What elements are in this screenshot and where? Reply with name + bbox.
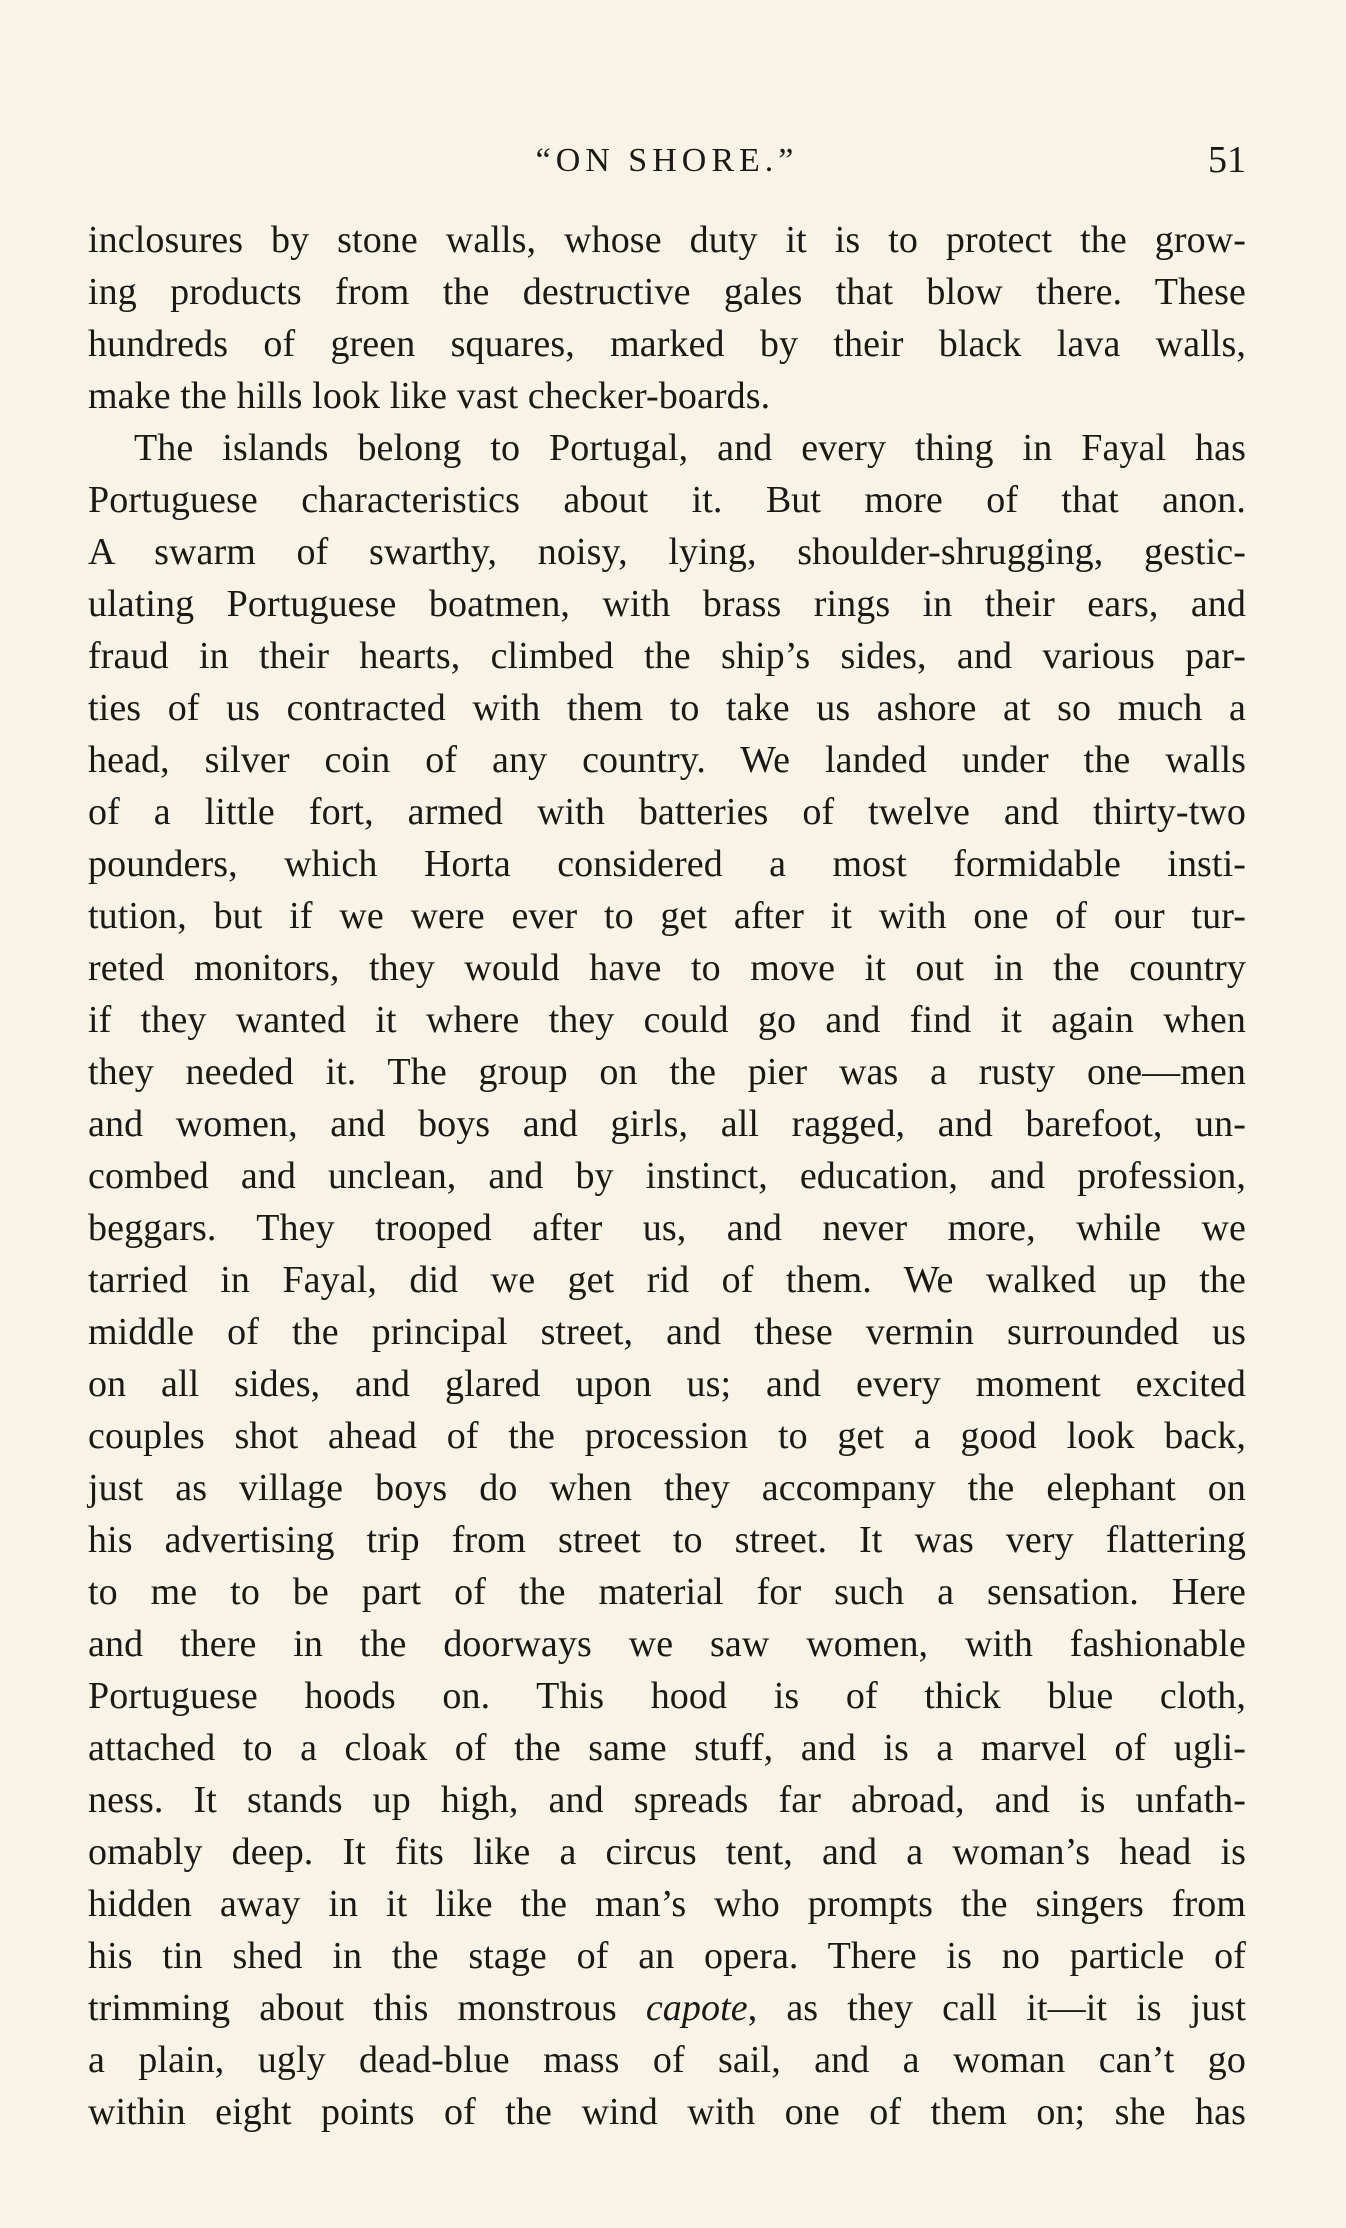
running-head: “ON SHORE.” [535,142,799,179]
text-line: The islands belong to Portugal, and every thing in Fayal has [134,427,1246,469]
text-line: to me to be part of the material for such a sensation. Here [88,1571,1246,1613]
text-line: fraud in their hearts, climbed the ship’s sides, and various par- [88,635,1246,677]
text-line: attached to a cloak of the same stuff, and is a marvel of ugli- [88,1727,1246,1769]
text-line: couples shot ahead of the procession to get a good look back, [88,1415,1246,1457]
page-header [88,128,1246,188]
page-number: 51 [1208,139,1246,181]
text-line: if they wanted it where they could go and find it again when [88,999,1246,1041]
text-line: on all sides, and glared upon us; and every moment excited [88,1363,1246,1405]
paragraph-1 [88,214,1246,422]
text-line: Portuguese characteristics about it. But more of that anon. [88,479,1246,521]
text-line: hidden away in it like the man’s who prompts the singers from [88,1883,1246,1925]
text-line: just as village boys do when they accompany the elephant on [88,1467,1246,1509]
text-line: and there in the doorways we saw women, with fashionable [88,1623,1246,1665]
text-line: his tin shed in the stage of an opera. There is no particle of [88,1935,1246,1977]
text-line: reted monitors, they would have to move it out in the country [88,947,1246,989]
text-line: ing products from the destructive gales that blow there. These [88,271,1246,313]
text-line: Portuguese hoods on. This hood is of thick blue cloth, [88,1675,1246,1717]
text-line: combed and unclean, and by instinct, education, and profession, [88,1155,1246,1197]
text-line: beggars. They trooped after us, and never more, while we [88,1207,1246,1249]
italic-word-capote: capote [645,1987,748,2029]
text-line: tution, but if we were ever to get after it with one of our tur- [88,895,1246,937]
text-line: pounders, which Horta considered a most formidable insti- [88,843,1246,885]
text-line: hundreds of green squares, marked by their black lava walls, [88,323,1246,365]
text-line: ulating Portuguese boatmen, with brass rings in their ears, and [88,583,1246,625]
text-line: tarried in Fayal, did we get rid of them. We walked up the [88,1259,1246,1301]
text-line: ties of us contracted with them to take us ashore at so much a [88,687,1246,729]
text-line: head, silver coin of any country. We landed under the walls [88,739,1246,781]
text-line: within eight points of the wind with one of them on; she has [88,2091,1246,2133]
text-line: make the hills look like vast checker-boards. [88,375,771,417]
text-line: of a little fort, armed with batteries of twelve and thirty-two [88,791,1246,833]
text-segment: , as they call it—it is just [747,1987,1246,2029]
text-line: a plain, ugly dead-blue mass of sail, and a woman can’t go [88,2039,1246,2081]
text-line: they needed it. The group on the pier was a rusty one—men [88,1051,1246,1093]
text-line-with-italic [88,1982,1246,2034]
paragraph-2 [88,422,1246,2138]
text-line: omably deep. It fits like a circus tent, and a woman’s head is [88,1831,1246,1873]
text-line: and women, and boys and girls, all ragged, and barefoot, un- [88,1103,1246,1145]
text-line: A swarm of swarthy, noisy, lying, shoulder-shrugging, gestic- [88,531,1246,573]
text-line: inclosures by stone walls, whose duty it is to protect the grow- [88,219,1246,261]
body-text [88,214,1246,2138]
text-line: ness. It stands up high, and spreads far abroad, and is unfath- [88,1779,1246,1821]
text-line: middle of the principal street, and these vermin surrounded us [88,1311,1246,1353]
text-line: his advertising trip from street to street. It was very flattering [88,1519,1246,1561]
text-segment: trimming about this monstrous [88,1987,646,2029]
